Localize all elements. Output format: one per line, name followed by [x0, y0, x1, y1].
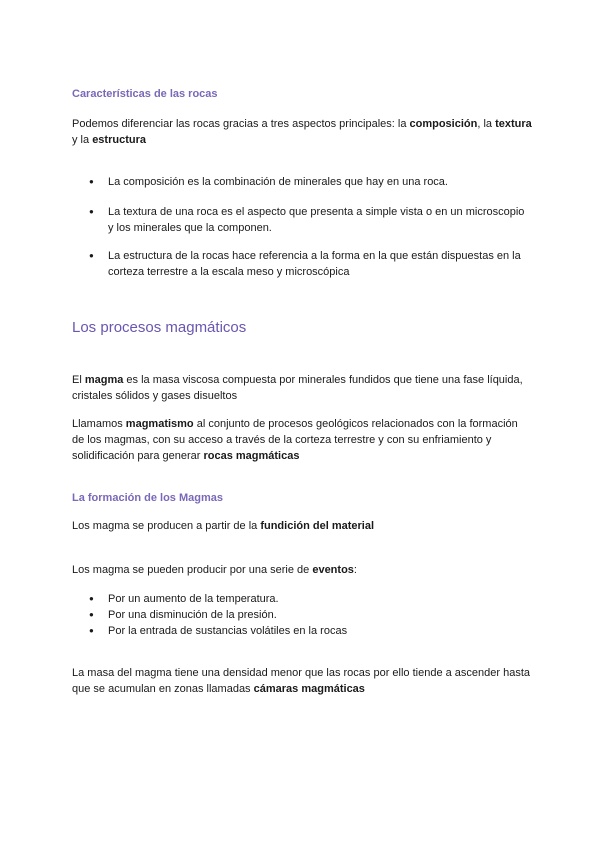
list-aspectos: [72, 248, 532, 280]
list-item: ● Por la entrada de sustancias volátiles en la rocas: [72, 623, 532, 639]
list-aspectos: [72, 174, 532, 190]
list-item: ● La textura de una roca es el aspecto que presenta a simple vista o en un microscopio y los minerales que la componen.: [72, 204, 532, 236]
list-item: ● La composición es la combinación de minerales que hay en una roca.: [72, 174, 532, 190]
paragraph-magmatismo: Llamamos magmatismo al conjunto de procesos geológicos relacionados con la formación de los magmas, con su acceso a través de la corteza terrestre y con su enfriamiento y solidificación para generar rocas magmáticas: [72, 418, 518, 462]
paragraph-magma: El magma es la masa viscosa compuesta por minerales fundidos que tiene una fase líquida, cristales sólidos y gases disueltos: [72, 374, 523, 402]
heading-formacion-magmas: La formación de los Magmas: [72, 492, 223, 504]
list-aspectos: [72, 204, 532, 236]
list-item: ● La estructura de la rocas hace referencia a la forma en la que están dispuestas en la corteza terrestre a la escala meso y microscópica: [72, 248, 532, 280]
paragraph-intro: Podemos diferenciar las rocas gracias a tres aspectos principales: la composición, la textura y la estructura: [72, 118, 532, 146]
list-eventos: [72, 591, 532, 639]
list-item: ● Por una disminución de la presión.: [72, 607, 532, 623]
list-item: ● Por un aumento de la temperatura.: [72, 591, 532, 607]
heading-procesos-magmaticos: Los procesos magmáticos: [72, 319, 247, 336]
paragraph-camaras: La masa del magma tiene una densidad menor que las rocas por ello tiende a ascender hasta que se acumulan en zonas llamadas cámaras magmáticas: [72, 667, 531, 695]
paragraph-eventos: Los magma se pueden producir por una serie de eventos:: [72, 564, 357, 576]
paragraph-fundicion: Los magma se producen a partir de la fundición del material: [72, 520, 375, 532]
heading-caracteristicas: Características de las rocas: [72, 88, 218, 100]
